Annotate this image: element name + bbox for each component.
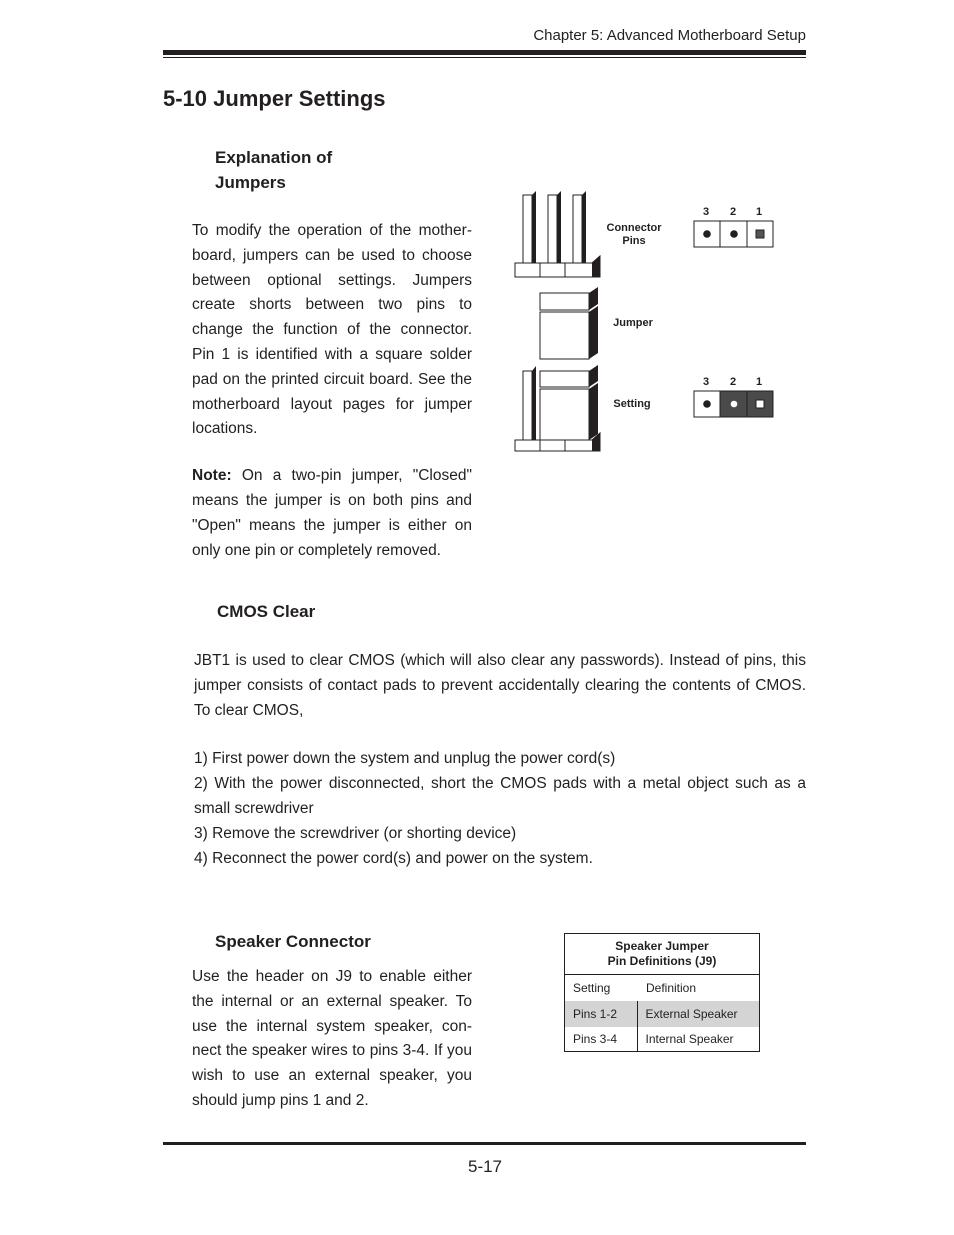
setting-graphic	[515, 365, 600, 451]
table-title-line1: Speaker Jumper	[615, 939, 709, 953]
cmos-paragraph: JBT1 is used to clear CMOS (which will also clear any passwords). Instead of pins, this jumper consists of contact pads to prevent accidentally clearing the contents of CMOS. To clear CMOS,	[194, 652, 806, 719]
cmos-step: 3) Remove the screwdriver (or shorting device)	[194, 824, 517, 842]
table-cell: Pins 1-2	[565, 1001, 638, 1027]
pin-number-bottom-1: 1	[756, 376, 763, 388]
explanation-paragraph: To modify the operation of the mother-board, jumpers can be used to choose between optional settings. Jumpers create shorts between two pins to change the function of the connector. Pin 1 is identified with a square solder pad on the printed circuit board. See the motherboard layout pages for jumper locations.	[192, 222, 472, 438]
section-title: 5-10 Jumper Settings	[163, 86, 386, 111]
note-text: On a two-pin jumper, "Closed" means the jumper is on both pins and "Open" means the jumper is either on only one pin or completely removed.	[192, 467, 472, 559]
footer-rule	[163, 1142, 806, 1145]
table-cell: External Speaker	[637, 1001, 760, 1027]
cmos-step: 1) First power down the system and unplug the power cord(s)	[194, 750, 616, 768]
explanation-heading	[215, 145, 332, 195]
pin-number-bottom-2: 2	[730, 376, 737, 388]
chapter-header: Chapter 5: Advanced Motherboard Setup	[533, 27, 806, 44]
cmos-steps	[194, 747, 806, 871]
note-label: Note:	[192, 467, 232, 485]
table-title	[565, 934, 760, 975]
table-title-line2: Pin Definitions (J9)	[607, 954, 717, 968]
explanation-body	[192, 219, 472, 563]
table-row	[565, 1027, 760, 1052]
header-rule-thin	[163, 57, 806, 58]
explanation-heading-line1: Explanation of	[215, 148, 333, 167]
pin-header-open	[694, 221, 773, 247]
connector-label-line1: Connector	[606, 222, 662, 234]
jumper-graphic	[540, 287, 598, 359]
connector-pins-graphic	[515, 191, 600, 277]
pin-number-top-2: 2	[730, 206, 737, 218]
setting-label: Setting	[613, 398, 651, 410]
table-header-row	[565, 975, 760, 1001]
speaker-heading: Speaker Connector	[215, 932, 371, 951]
pin-number-bottom-3: 3	[703, 376, 710, 388]
table-header-definition: Definition	[637, 975, 760, 1001]
table-row	[565, 1001, 760, 1027]
cmos-heading: CMOS Clear	[217, 602, 316, 621]
speaker-body	[192, 965, 472, 1114]
cmos-body	[194, 649, 806, 871]
header-rule	[163, 50, 806, 55]
pin-header-closed	[694, 391, 773, 417]
jumper-label: Jumper	[613, 317, 653, 329]
page-number: 5-17	[467, 1157, 503, 1176]
table-cell: Internal Speaker	[637, 1027, 760, 1052]
pin-number-top-1: 1	[756, 206, 763, 218]
speaker-paragraph: Use the header on J9 to enable either the internal or an external speaker. To use the internal system speaker, con-nect the speaker wires to pins 3-4. If you wish to use an external speaker, you should jump pins 1 and 2.	[192, 968, 472, 1109]
explanation-heading-line2: Jumpers	[215, 173, 286, 192]
speaker-pin-table	[564, 933, 760, 1052]
pin-number-top-3: 3	[703, 206, 710, 218]
cmos-step: 4) Reconnect the power cord(s) and power on the system.	[194, 849, 593, 867]
table-header-setting: Setting	[565, 975, 638, 1001]
explanation-note	[192, 464, 472, 563]
connector-pins-label	[596, 222, 672, 248]
cmos-step: 2) With the power disconnected, short the CMOS pads with a metal object such as a small screwdriver	[194, 775, 806, 817]
table-cell: Pins 3-4	[565, 1027, 638, 1052]
connector-label-line2: Pins	[622, 235, 646, 247]
